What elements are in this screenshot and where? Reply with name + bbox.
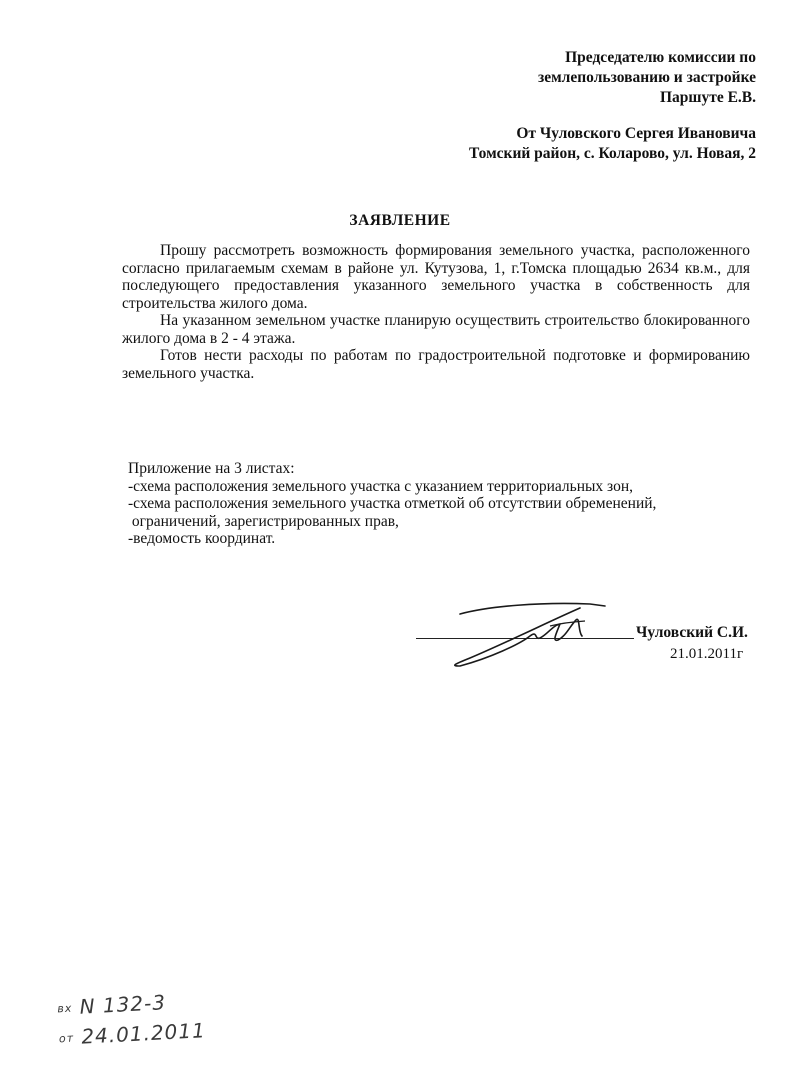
registration-date-prefix: от: [58, 1031, 75, 1045]
addressee-block: [538, 48, 756, 108]
appendix-item-3: -ведомость координат.: [128, 530, 276, 547]
registration-number: N 132-3: [78, 990, 167, 1019]
registration-date: 24.01.2011: [80, 1017, 207, 1049]
handwritten-signature: [430, 596, 620, 676]
signature-date: 21.01.2011г: [670, 646, 744, 662]
registration-number-prefix: вх: [57, 1001, 73, 1016]
addressee-line-1: Председателю комиссии по: [565, 49, 756, 66]
appendix-list: [128, 460, 748, 548]
sender-block: [469, 124, 756, 164]
body-paragraph-3: Готов нести расходы по работам по градостроительной подготовке и формированию земельного участка.: [122, 347, 750, 382]
sender-address: Томский район, с. Коларово, ул. Новая, 2: [468, 145, 756, 162]
document-title: ЗАЯВЛЕНИЕ: [349, 212, 451, 229]
appendix-item-2: -схема расположения земельного участка отметкой об отсутствии обременений,: [128, 495, 657, 512]
body-paragraph-1: Прошу рассмотреть возможность формирования земельного участка, расположенного согласно прилагаемым схемам в районе ул. Кутузова, 1, г.Томска площадью 2634 кв.м., для последующего предоставления указанного земельного участка в собственность для строительства жилого дома.: [122, 242, 750, 312]
sender-name: От Чуловского Сергея Ивановича: [516, 125, 756, 142]
appendix-item-1: -схема расположения земельного участка с указанием территориальных зон,: [128, 477, 633, 495]
addressee-line-2: землепользованию и застройке: [537, 69, 756, 86]
body-paragraph-2: На указанном земельном участке планирую осуществить строительство блокированного жилого дома в 2 - 4 этажа.: [122, 312, 750, 347]
addressee-line-3: Паршуте Е.В.: [659, 89, 756, 106]
appendix-item-2-continued: ограничений, зарегистрированных прав,: [128, 512, 399, 530]
appendix-heading: Приложение на 3 листах:: [128, 460, 295, 477]
signer-name: Чуловский С.И.: [636, 624, 748, 641]
registration-stamp: [57, 986, 207, 1053]
statement-body: [122, 242, 750, 382]
